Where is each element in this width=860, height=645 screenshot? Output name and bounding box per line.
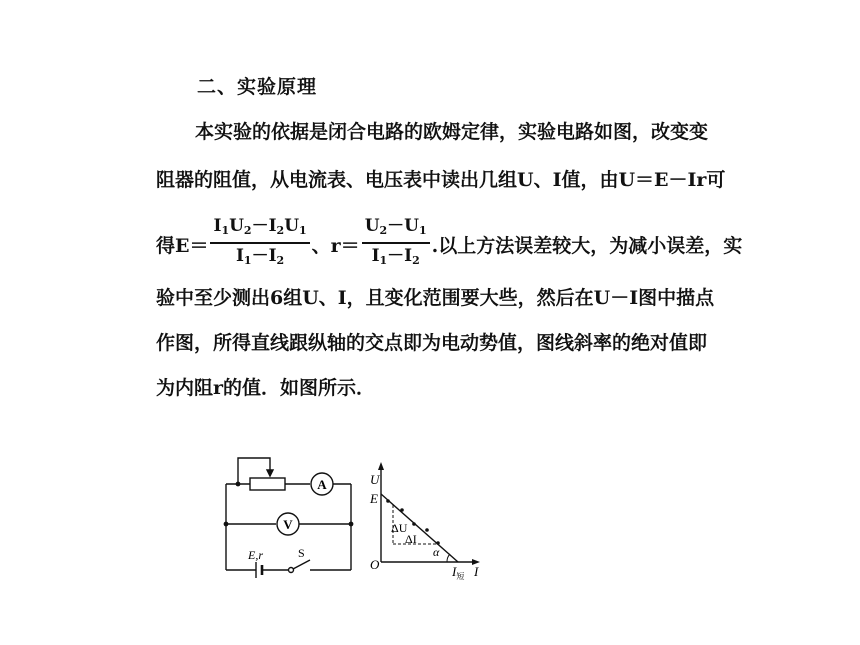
origin-label: O bbox=[370, 557, 380, 572]
data-point bbox=[386, 499, 390, 503]
paragraph-line-5: 作图，所得直线跟纵轴的交点即为电动势值，图线斜率的绝对值即 bbox=[156, 332, 708, 354]
paragraph-line-3 bbox=[156, 215, 742, 273]
paragraph-line-6: 为内阻r的值．如图所示． bbox=[156, 377, 376, 399]
u-axis-label: U bbox=[370, 472, 380, 487]
data-point bbox=[425, 528, 429, 532]
battery-label: E,r bbox=[248, 548, 263, 562]
resistance-numerator: $U_2-U_1$ bbox=[362, 215, 430, 244]
paragraph-line-4: 验中至少测出6组U、I，且变化范围要大些，然后在U－I图中描点 bbox=[156, 287, 715, 309]
ui-graph bbox=[378, 462, 480, 565]
paragraph-line-1: 本实验的依据是闭合电路的欧姆定律，实验电路如图，改变变 bbox=[195, 121, 709, 143]
i-axis-label: I bbox=[474, 564, 479, 579]
emf-fraction bbox=[210, 215, 309, 273]
formula-separator: 、r＝ bbox=[311, 234, 360, 257]
switch-label: S bbox=[298, 546, 305, 560]
paragraph-line-2: 阻器的阻值，从电流表、电压表中读出几组U、I值，由U＝E－Ir可 bbox=[156, 169, 726, 191]
emf-numerator: $I_1U_2-I_2U_1$ bbox=[210, 215, 309, 244]
rheostat bbox=[250, 478, 285, 490]
e-intercept-label: E bbox=[370, 491, 378, 506]
emf-denominator: $I_1-I_2$ bbox=[235, 246, 285, 267]
delta-i-label: ΔI bbox=[405, 532, 417, 546]
switch-blade bbox=[293, 560, 310, 569]
short-current-label: $I_短$ bbox=[452, 564, 465, 581]
figure-diagram bbox=[218, 446, 498, 586]
voltmeter-label: V bbox=[283, 517, 293, 532]
data-point bbox=[400, 508, 404, 512]
alpha-label: α bbox=[433, 545, 440, 559]
resistance-fraction bbox=[362, 215, 430, 273]
section-heading: 二、实验原理 bbox=[197, 76, 318, 98]
formula-suffix: .以上方法误差较大，为减小误差，实 bbox=[431, 234, 743, 257]
resistance-denominator: $I_1-I_2$ bbox=[371, 246, 420, 267]
delta-u-label: ΔU bbox=[391, 521, 408, 535]
formula-prefix: 得E＝ bbox=[156, 234, 209, 257]
data-point bbox=[412, 522, 416, 526]
ammeter-label: A bbox=[317, 477, 327, 492]
